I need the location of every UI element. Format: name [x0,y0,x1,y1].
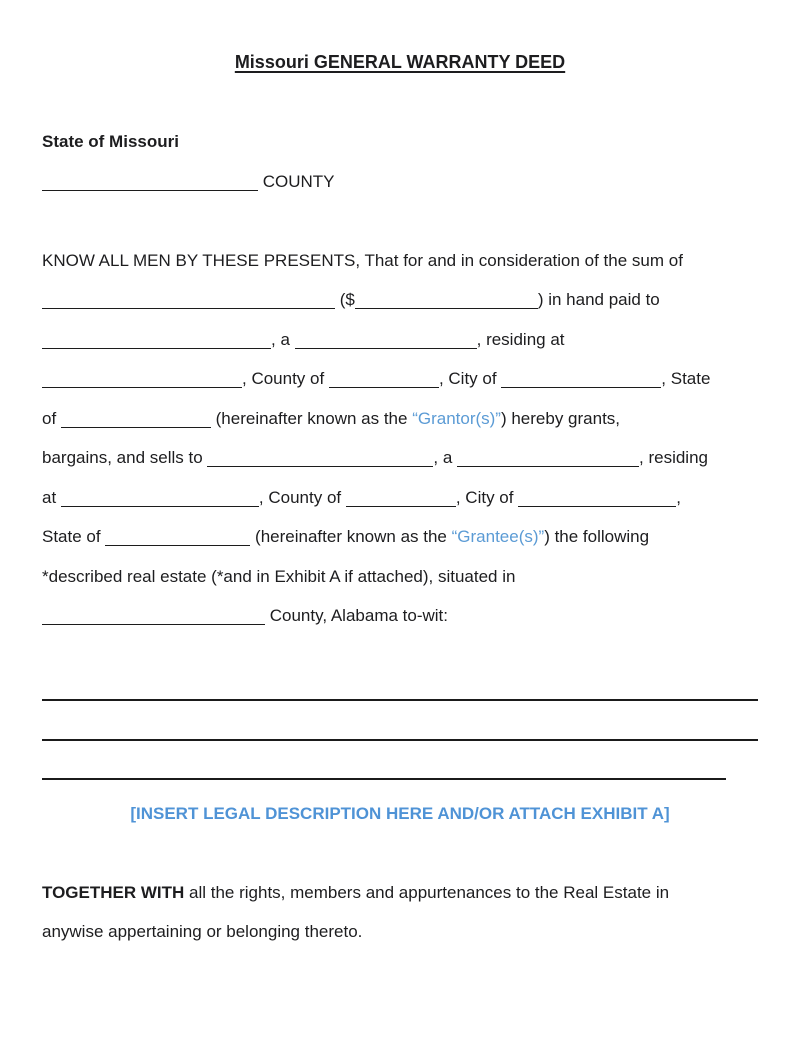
legal-description-line-2-wrap [42,715,758,755]
dollar-open-text: ($ [335,290,355,309]
legal-description-line-1-wrap [42,675,758,715]
grantee-term: “Grantee(s)” [451,527,545,546]
county-of-text: , County of [258,487,346,507]
legal-description-placeholder: [INSERT LEGAL DESCRIPTION HERE AND/OR ATTACH EXHIBIT A] [130,803,670,823]
county-of-text: , County of [242,369,329,388]
state-of-missouri-line: State of Missouri [42,132,179,151]
county-line [42,162,758,202]
county-alabama-text: County, Alabama to-wit: [265,606,448,625]
city-of-text: , City of [438,369,502,388]
city-of-text: , City of [455,487,519,507]
anywise-line: anywise appertaining or belonging thereto. [42,922,363,941]
spacer [42,201,758,241]
grantor-term: “Grantor(s)” [412,408,501,428]
legal-description-line-3-wrap [42,754,758,794]
bargains-sells-text: bargains, and sells to [42,448,208,467]
residing-at-text: , residing at [476,329,565,349]
hereby-grants-text: ) hereby grants, [500,408,621,428]
grantee-address-blank-field[interactable] [61,506,259,507]
spacer [42,83,758,123]
state-of-text: State of [42,527,106,546]
together-with-text: all the rights, members and appurtenances to the Real Estate in [184,882,670,902]
document-title: Missouri GENERAL WARRANTY DEED [234,52,566,72]
situated-county-line [42,596,758,636]
spacer [42,833,758,873]
hereinafter-text: (hereinafter known as the [250,527,452,546]
grantee-type-blank-field[interactable] [457,466,639,467]
described-real-estate-line: *described real estate (*and in Exhibit A if attached), situated in [42,566,516,586]
grantee-county-blank-field[interactable] [346,506,456,507]
grantee-name-blank-field[interactable] [207,466,433,467]
grantor-city-blank-field[interactable] [501,387,661,388]
state-text: , State [661,369,711,388]
grantee-city-blank-field[interactable] [518,506,676,507]
legal-description-blank-line-2[interactable] [42,715,758,741]
presents-line: KNOW ALL MEN BY THESE PRESENTS, That for and in consideration of the sum of [42,250,683,270]
paid-to-text: ) in hand paid to [537,290,660,309]
legal-description-blank-line-3[interactable] [42,754,726,780]
hereinafter-text: (hereinafter known as the [210,408,413,428]
grantor-address-line [42,359,758,399]
legal-description-blank-line-1[interactable] [42,675,758,701]
grantee-state-blank-field[interactable] [105,545,250,546]
county-blank-field[interactable] [42,190,258,191]
grantor-address-blank-field[interactable] [42,387,242,388]
sum-blank-field[interactable] [42,308,335,309]
together-with-label: TOGETHER WITH [42,882,185,902]
a-text: , a [271,329,295,349]
grantor-term-line [42,399,758,439]
grantee-name-line [42,438,758,478]
the-following-text: ) the following [544,527,650,546]
grantor-state-blank-field[interactable] [61,427,211,428]
grantor-name-blank-field[interactable] [42,348,271,349]
situated-county-blank-field[interactable] [42,624,265,625]
grantor-type-blank-field[interactable] [295,348,477,349]
comma-text: , [676,487,681,507]
grantee-address-line [42,478,758,518]
of-text: of [42,408,61,428]
consideration-line [42,280,758,320]
spacer [42,636,758,676]
grantor-name-line [42,320,758,360]
legal-description-placeholder-line [42,794,758,834]
residing-text: , residing [639,448,708,467]
together-with-line [42,873,758,913]
county-label: COUNTY [258,171,335,191]
grantor-county-blank-field[interactable] [329,387,439,388]
grantee-term-line [42,517,758,557]
document-title-line [42,43,758,83]
at-text: at [42,487,61,507]
a-text: , a [433,448,458,467]
amount-blank-field[interactable] [355,308,538,309]
